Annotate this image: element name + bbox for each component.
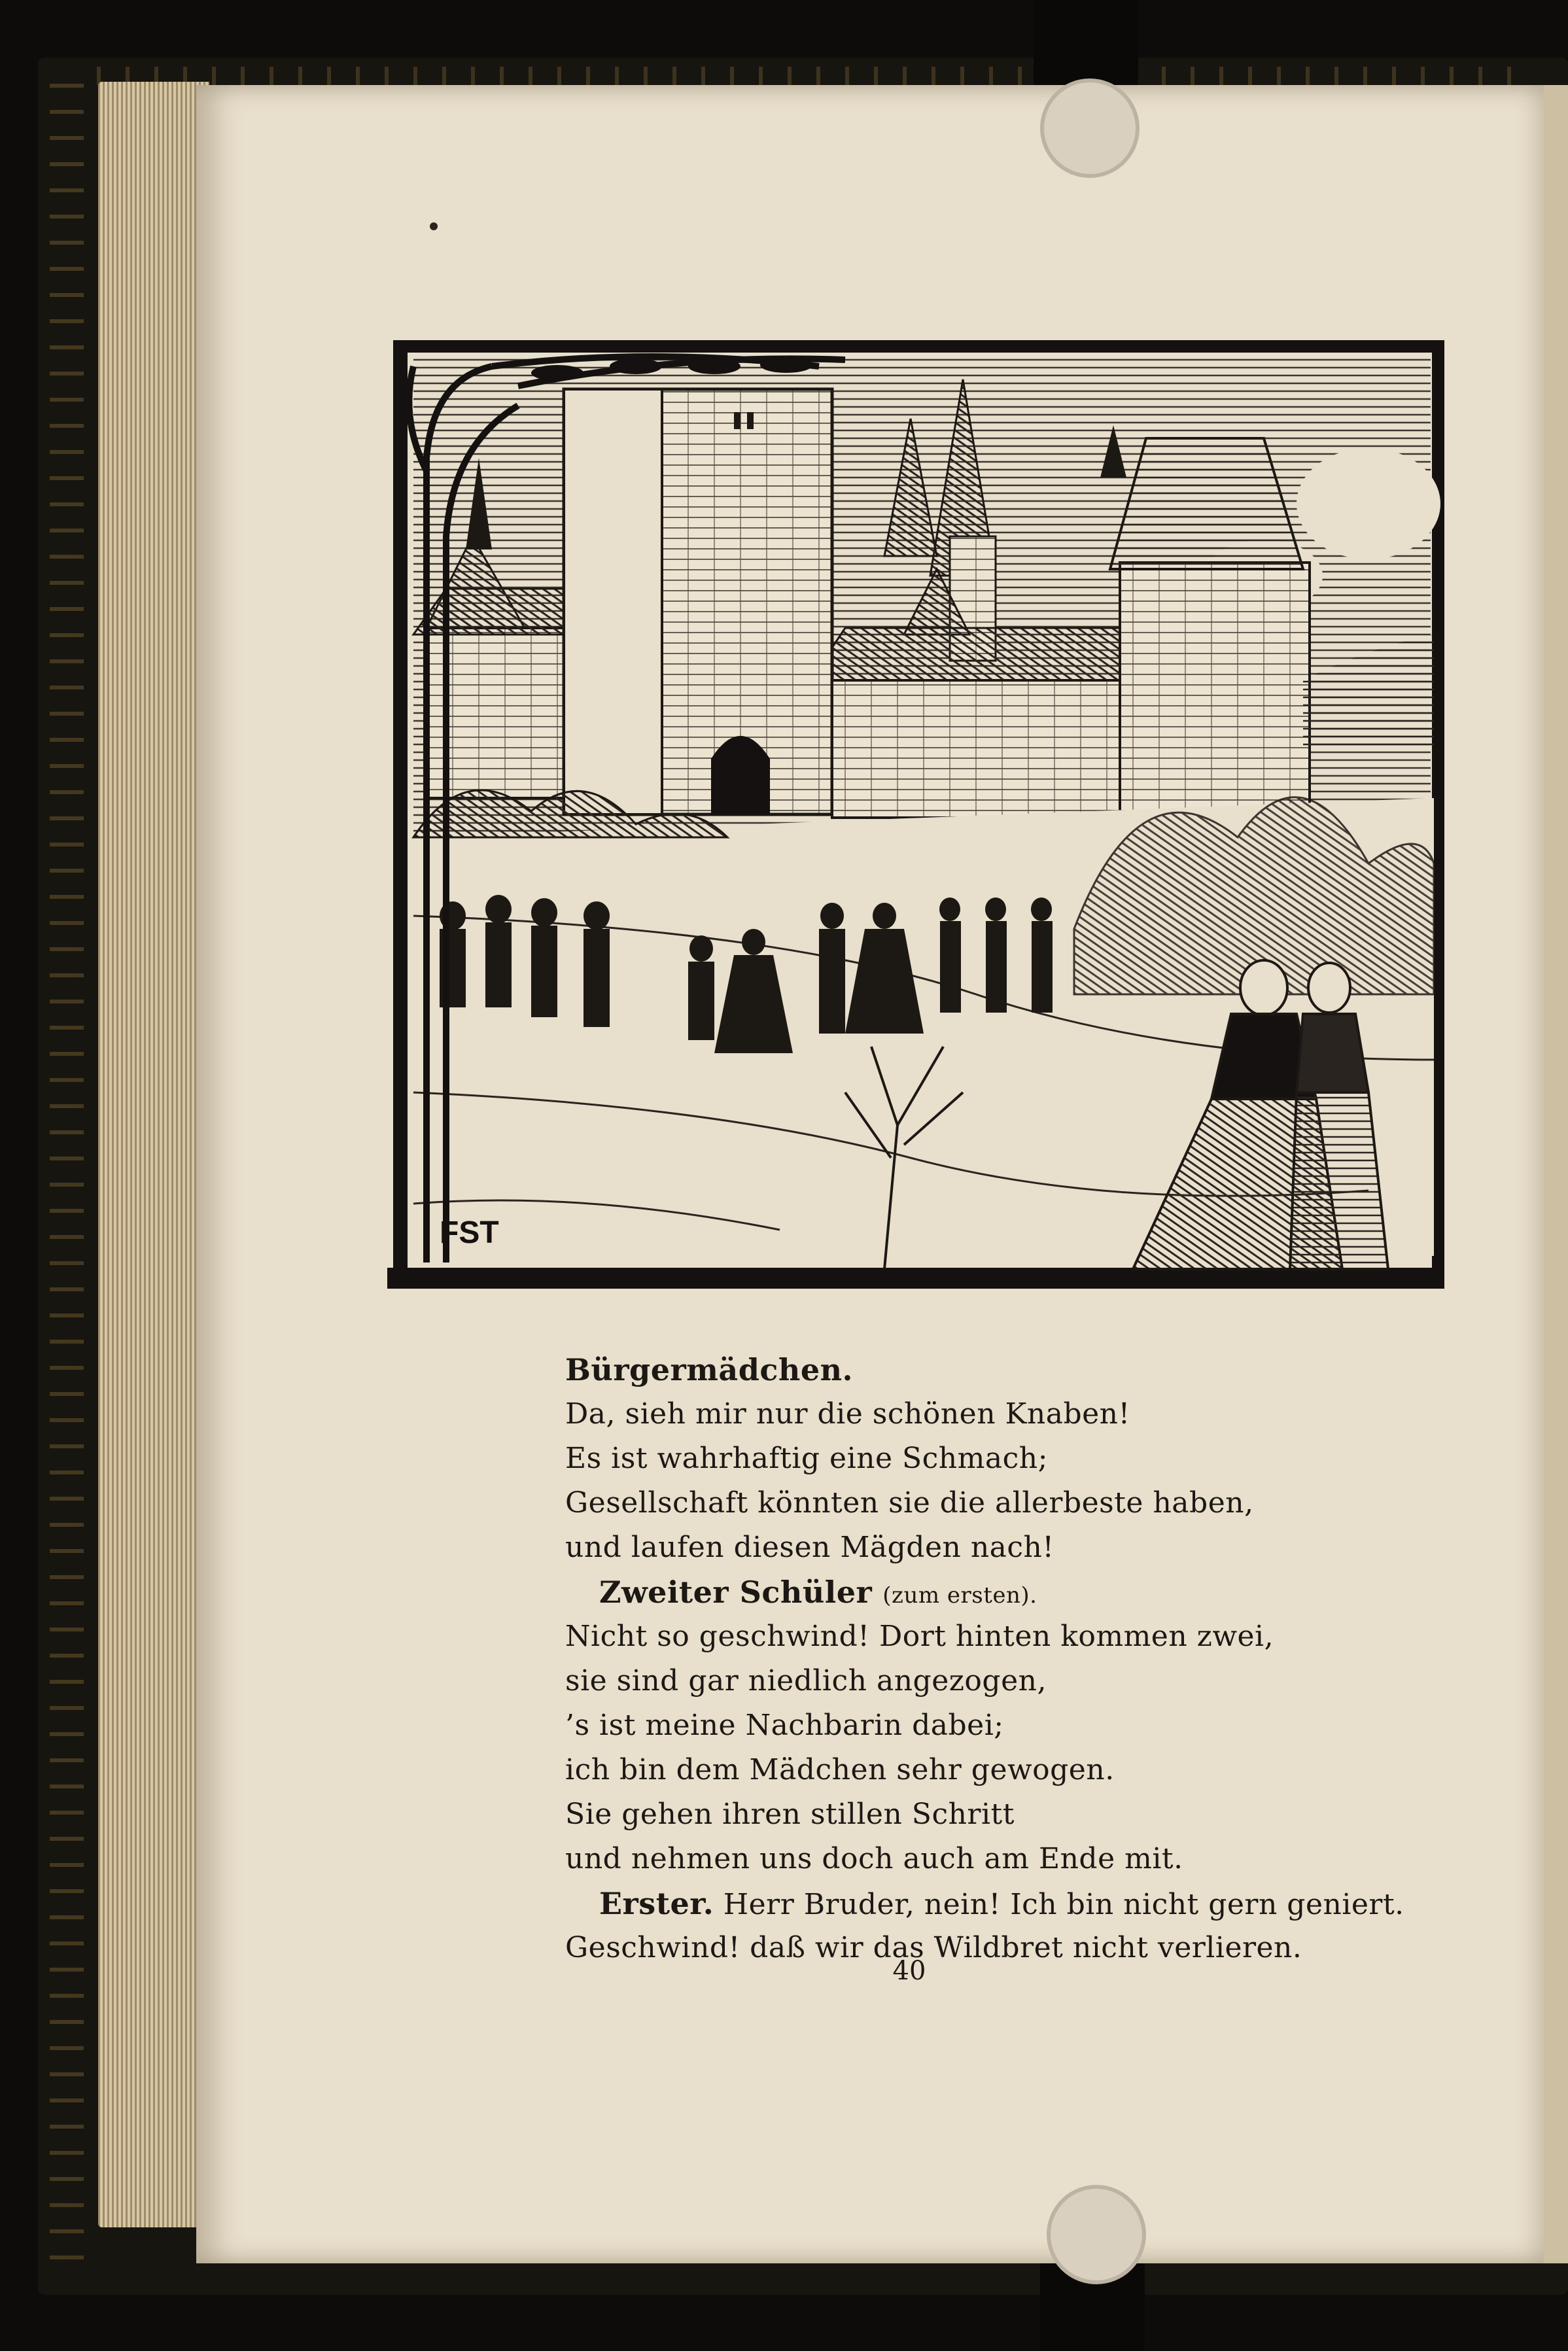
- text-line: sie sind gar niedlich angezogen,: [565, 1664, 1047, 1698]
- text-line: und nehmen uns doch auch am Ende mit.: [565, 1842, 1183, 1875]
- page-clip-bottom: [1047, 2185, 1146, 2284]
- speaker-name: Bürgermädchen.: [565, 1352, 854, 1387]
- stage-direction: (zum ersten).: [882, 1582, 1037, 1609]
- next-page-edge: [1544, 85, 1568, 2263]
- text-line: Gesellschaft könnten sie die allerbeste haben,: [565, 1486, 1254, 1520]
- text-line: [565, 1570, 1416, 1614]
- text-line: Nicht so geschwind! Dort hinten kommen zwei,: [565, 1620, 1274, 1653]
- speaker-name: Erster.: [599, 1886, 714, 1921]
- gilt-top-ornament: [97, 67, 1536, 85]
- gilt-border-ornament: [50, 84, 84, 2262]
- illustration-signature: FST: [440, 1215, 499, 1250]
- text-line: [565, 1881, 1416, 1926]
- text-line: Es ist wahrhaftig eine Schmach;: [565, 1442, 1048, 1475]
- dialogue-text: [565, 1348, 1416, 1970]
- text-line: ich bin dem Mädchen sehr gewogen.: [565, 1753, 1115, 1786]
- page-edges: [98, 82, 209, 2227]
- text-line: Da, sieh mir nur die schönen Knaben!: [565, 1397, 1130, 1431]
- text-line: ’s ist meine Nachbarin dabei;: [565, 1709, 1004, 1742]
- top-clip-strap: [1034, 0, 1138, 85]
- text-line: Sie gehen ihren stillen Schritt: [565, 1798, 1015, 1831]
- ink-speck: [430, 222, 438, 230]
- text-line: und laufen diesen Mägden nach!: [565, 1531, 1054, 1564]
- woodcut-illustration: [387, 340, 1444, 1289]
- line-text: Herr Bruder, nein! Ich bin nicht gern geniert.: [723, 1888, 1404, 1921]
- speaker-name: Zweiter Schüler: [599, 1575, 873, 1610]
- text-line: [565, 1348, 1416, 1392]
- page-number: 40: [892, 1956, 926, 1986]
- text-line: Geschwind! daß wir das Wildbret nicht verlieren.: [565, 1931, 1302, 1964]
- page-clip-top: [1040, 78, 1140, 178]
